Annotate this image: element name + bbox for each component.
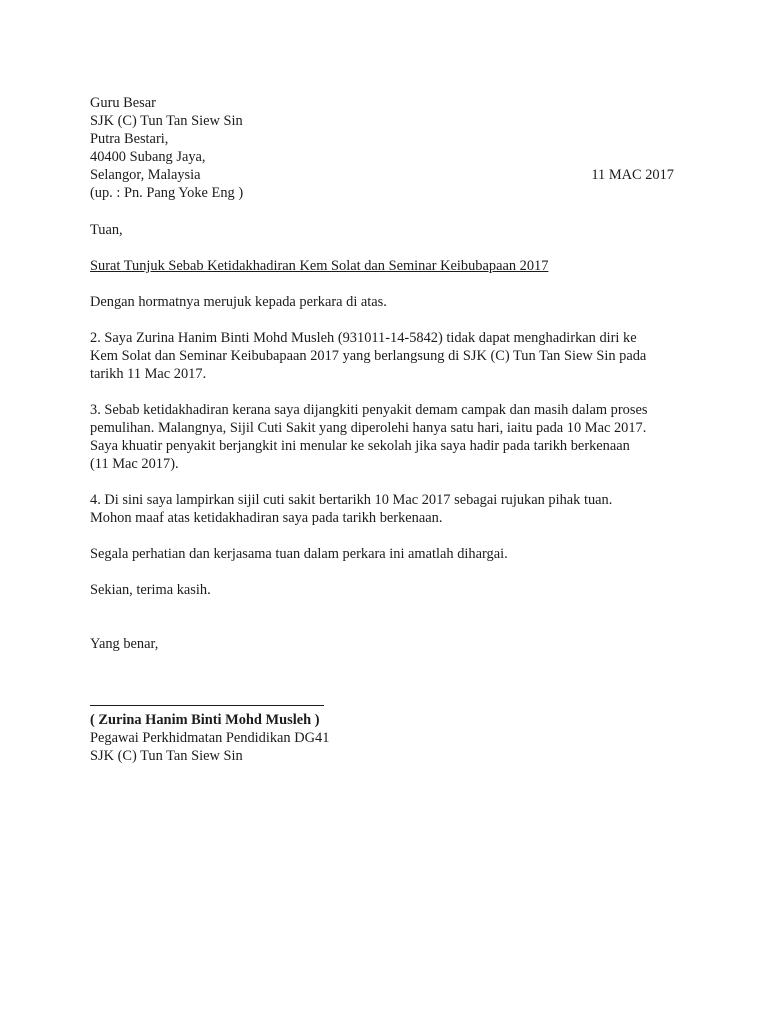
state-date-row [90, 166, 674, 184]
appreciation-paragraph: Segala perhatian dan kerjasama tuan dalam perkara ini amatlah dihargai. [90, 546, 508, 562]
recipient-postcode-city: 40400 Subang Jaya, [90, 149, 206, 165]
recipient-address [90, 94, 680, 202]
letter-page [90, 94, 680, 765]
recipient-title: Guru Besar [90, 95, 156, 111]
signer-position: Pegawai Perkhidmatan Pendidikan DG41 [90, 730, 330, 746]
signer-school: SJK (C) Tun Tan Siew Sin [90, 748, 243, 764]
paragraph-line: (11 Mac 2017). [90, 456, 179, 472]
paragraph-3 [90, 401, 680, 473]
paragraph-line: pemulihan. Malangnya, Sijil Cuti Sakit yang diperolehi hanya satu hari, iaitu pada 10 Mac 2017. [90, 420, 647, 436]
paragraph-line: Saya khuatir penyakit berjangkit ini menular ke sekolah jika saya hadir pada tarikh berkenaan [90, 438, 630, 454]
letter-subject: Surat Tunjuk Sebab Ketidakhadiran Kem Solat dan Seminar Keibubapaan 2017 [90, 258, 549, 274]
paragraph-2 [90, 329, 680, 383]
recipient-state: Selangor, Malaysia [90, 167, 201, 183]
paragraph-line: 2. Saya Zurina Hanim Binti Mohd Musleh (931011-14-5842) tidak dapat menghadirkan diri ke [90, 330, 637, 346]
letter-date: 11 MAC 2017 [591, 167, 674, 183]
recipient-school: SJK (C) Tun Tan Siew Sin [90, 113, 243, 129]
thanks-paragraph: Sekian, terima kasih. [90, 582, 211, 598]
paragraph-line: 3. Sebab ketidakhadiran kerana saya dijangkiti penyakit demam campak dan masih dalam proses [90, 402, 648, 418]
paragraph-line: Mohon maaf atas ketidakhadiran saya pada tarikh berkenaan. [90, 510, 443, 526]
paragraph-line: 4. Di sini saya lampirkan sijil cuti sakit bertarikh 10 Mac 2017 sebagai rujukan pihak tuan. [90, 492, 613, 508]
paragraph-line: tarikh 11 Mac 2017. [90, 366, 207, 382]
recipient-street: Putra Bestari, [90, 131, 169, 147]
opening-paragraph: Dengan hormatnya merujuk kepada perkara di atas. [90, 294, 387, 310]
paragraph-line: Kem Solat dan Seminar Keibubapaan 2017 yang berlangsung di SJK (C) Tun Tan Siew Sin pada [90, 348, 647, 364]
signature-line [90, 705, 324, 706]
paragraph-4 [90, 491, 680, 527]
recipient-attention: (up. : Pn. Pang Yoke Eng ) [90, 185, 244, 201]
salutation: Tuan, [90, 222, 123, 238]
signer-name: ( Zurina Hanim Binti Mohd Musleh ) [90, 712, 320, 728]
closing-phrase: Yang benar, [90, 636, 159, 652]
